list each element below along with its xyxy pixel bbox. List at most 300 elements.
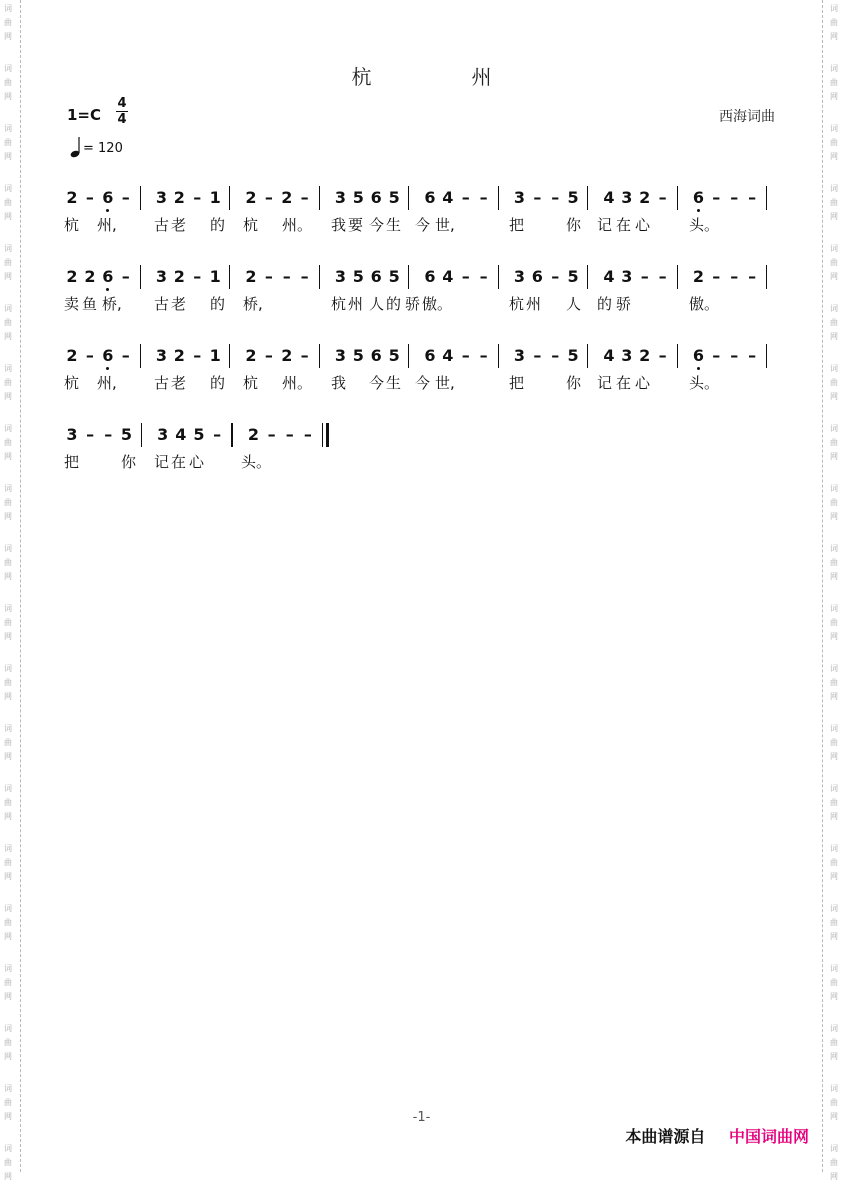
watermark-glyph: 曲 <box>4 978 12 987</box>
extension-dash: – <box>86 425 95 444</box>
note: 3 <box>513 188 525 207</box>
watermark-glyph: 网 <box>830 512 838 521</box>
extension-dash: – <box>267 425 276 444</box>
note: 5 <box>352 267 364 286</box>
watermark-glyph: 词 <box>4 4 12 13</box>
lyric-syllable: 人 <box>566 295 582 313</box>
lyric-syllable: 骄 <box>616 295 632 313</box>
extension-dash: – <box>712 346 721 365</box>
watermark-glyph: 网 <box>830 752 838 761</box>
lyric-syllable: 我 <box>331 216 347 234</box>
lyric-syllable: 的 <box>210 374 226 392</box>
lyric-syllable: 桥, <box>102 295 122 313</box>
lyric-syllable: 头。 <box>689 374 720 392</box>
note: 3 <box>621 188 633 207</box>
extension-dash: – <box>264 188 273 207</box>
lyric-syllable: 在 <box>171 453 187 471</box>
lyric-syllable: 把 <box>509 216 525 234</box>
watermark-glyph: 词 <box>830 364 838 373</box>
note: 2 <box>245 188 257 207</box>
note: 5 <box>352 188 364 207</box>
barline <box>766 344 767 368</box>
watermark-glyph: 网 <box>4 272 12 281</box>
watermark-glyph: 词 <box>4 304 12 313</box>
extension-dash: – <box>121 267 130 286</box>
key-signature: 1=C <box>67 106 102 124</box>
watermark-glyph: 词 <box>4 904 12 913</box>
extension-dash: – <box>479 346 488 365</box>
lyric-syllable: 杭 <box>64 374 80 392</box>
barline <box>229 265 230 289</box>
watermark-glyph: 词 <box>830 184 838 193</box>
watermark-glyph: 曲 <box>830 438 838 447</box>
barline <box>319 344 320 368</box>
extension-dash: – <box>533 346 542 365</box>
lyric-syllable: 骄 <box>405 295 421 313</box>
watermark-glyph: 网 <box>4 1112 12 1121</box>
barline <box>766 186 767 210</box>
watermark-glyph: 词 <box>4 1024 12 1033</box>
extension-dash: – <box>300 346 309 365</box>
note: 6 <box>370 346 382 365</box>
note: 3 <box>513 346 525 365</box>
lyric-syllable: 的 <box>210 216 226 234</box>
extension-dash: – <box>748 346 757 365</box>
extension-dash: – <box>658 346 667 365</box>
lyric-syllable: 我 <box>331 374 347 392</box>
right-margin-line <box>822 0 823 1172</box>
lyric-syllable: 人 <box>369 295 385 313</box>
composer-credit: 西海词曲 <box>719 109 775 125</box>
watermark-glyph: 网 <box>4 32 12 41</box>
watermark-glyph: 词 <box>4 604 12 613</box>
watermark-glyph: 词 <box>830 784 838 793</box>
note: 2 <box>66 346 78 365</box>
note: 3 <box>621 267 633 286</box>
watermark-glyph: 词 <box>4 484 12 493</box>
watermark-glyph: 网 <box>4 512 12 521</box>
extension-dash: – <box>461 188 470 207</box>
lyric-syllable: 古 <box>154 374 170 392</box>
note: 2 <box>281 346 293 365</box>
note: 6 <box>688 188 708 208</box>
watermark-glyph: 曲 <box>4 258 12 267</box>
extension-dash: – <box>300 267 309 286</box>
quarter-note-icon <box>70 136 82 158</box>
note: 2 <box>639 188 651 207</box>
watermark-glyph: 网 <box>4 812 12 821</box>
watermark-glyph: 词 <box>830 124 838 133</box>
note: 4 <box>603 267 615 286</box>
extension-dash: – <box>193 267 202 286</box>
note: 5 <box>120 425 132 444</box>
watermark-glyph: 曲 <box>4 678 12 687</box>
extension-dash: – <box>730 188 739 207</box>
extension-dash: – <box>479 267 488 286</box>
barline <box>498 186 499 210</box>
extension-dash: – <box>658 188 667 207</box>
note: 6 <box>98 346 118 366</box>
watermark-glyph: 网 <box>830 812 838 821</box>
watermark-glyph: 曲 <box>4 138 12 147</box>
watermark-glyph: 曲 <box>830 678 838 687</box>
barline <box>587 344 588 368</box>
note: 2 <box>245 267 257 286</box>
extension-dash: – <box>303 425 312 444</box>
lyric-syllable: 古 <box>154 295 170 313</box>
lyric-syllable: 杭 <box>243 216 259 234</box>
note: 3 <box>157 425 169 444</box>
watermark-glyph: 曲 <box>830 618 838 627</box>
page-title: 杭 州 <box>351 65 532 89</box>
lyric-syllable: 生 <box>386 374 402 392</box>
watermark-glyph: 词 <box>830 1084 838 1093</box>
barline <box>677 265 678 289</box>
lyric-syllable: 州, <box>97 374 117 392</box>
note: 3 <box>155 346 168 365</box>
watermark-glyph: 曲 <box>4 498 12 507</box>
extension-dash: – <box>461 346 470 365</box>
watermark-glyph: 词 <box>4 64 12 73</box>
lyric-syllable: 老 <box>171 216 187 234</box>
note: 5 <box>388 188 400 207</box>
watermark-glyph: 词 <box>4 364 12 373</box>
note: 5 <box>193 425 205 444</box>
lyric-syllable: 杭 <box>331 295 347 313</box>
lyric-syllable: 今 <box>369 216 385 234</box>
note: 1 <box>209 346 221 365</box>
lyric-syllable: 你 <box>121 453 137 471</box>
note: 6 <box>98 267 118 287</box>
barline <box>408 344 409 368</box>
watermark-glyph: 网 <box>4 392 12 401</box>
watermark-glyph: 词 <box>830 724 838 733</box>
watermark-glyph: 曲 <box>830 258 838 267</box>
lyric-syllable: 心 <box>189 453 205 471</box>
note: 3 <box>334 346 347 365</box>
watermark-glyph: 曲 <box>4 1098 12 1107</box>
watermark-glyph: 词 <box>830 244 838 253</box>
watermark-glyph: 曲 <box>4 378 12 387</box>
lyric-syllable: 的 <box>210 295 226 313</box>
watermark-glyph: 词 <box>4 184 12 193</box>
watermark-glyph: 词 <box>830 964 838 973</box>
watermark-glyph: 曲 <box>830 858 838 867</box>
lyric-syllable: 傲。 <box>422 295 453 313</box>
note: 4 <box>603 346 615 365</box>
note: 6 <box>370 188 382 207</box>
lyric-syllable: 生 <box>386 216 402 234</box>
watermark-glyph: 曲 <box>830 18 838 27</box>
watermark-glyph: 曲 <box>830 198 838 207</box>
extension-dash: – <box>712 267 721 286</box>
lower-octave-dot <box>106 288 109 291</box>
lyric-syllable: 老 <box>171 374 187 392</box>
extension-dash: – <box>748 267 757 286</box>
lyric-syllable: 今 <box>369 374 385 392</box>
barline <box>766 265 767 289</box>
lower-octave-dot <box>697 367 700 370</box>
note: 6 <box>424 267 436 286</box>
watermark-glyph: 曲 <box>830 558 838 567</box>
watermark-glyph: 词 <box>4 1144 12 1153</box>
extension-dash: – <box>479 188 488 207</box>
lyric-syllable: 杭 <box>64 216 80 234</box>
watermark-glyph: 词 <box>4 544 12 553</box>
extension-dash: – <box>658 267 667 286</box>
extension-dash: – <box>85 346 94 365</box>
note: 4 <box>442 346 454 365</box>
extension-dash: – <box>193 188 202 207</box>
watermark-glyph: 曲 <box>830 78 838 87</box>
watermark-glyph: 网 <box>4 1052 12 1061</box>
note: 5 <box>388 346 400 365</box>
note: 2 <box>66 188 78 207</box>
lyric-syllable: 傲。 <box>689 295 720 313</box>
watermark-glyph: 曲 <box>830 798 838 807</box>
watermark-glyph: 词 <box>830 424 838 433</box>
lyric-syllable: 的 <box>386 295 402 313</box>
watermark-glyph: 网 <box>4 632 12 641</box>
barline <box>140 186 141 210</box>
extension-dash: – <box>285 425 294 444</box>
watermark-glyph: 网 <box>830 692 838 701</box>
watermark-glyph: 曲 <box>830 1098 838 1107</box>
watermark-glyph: 曲 <box>830 1038 838 1047</box>
note: 2 <box>639 346 651 365</box>
watermark-glyph: 网 <box>4 692 12 701</box>
watermark-glyph: 词 <box>830 1144 838 1153</box>
barline <box>408 186 409 210</box>
note: 2 <box>66 267 78 286</box>
note: 2 <box>173 267 185 286</box>
note: 6 <box>370 267 382 286</box>
extension-dash: – <box>85 188 94 207</box>
note: 3 <box>513 267 525 286</box>
extension-dash: – <box>121 188 130 207</box>
watermark-glyph: 词 <box>4 244 12 253</box>
watermark-glyph: 网 <box>830 212 838 221</box>
watermark-glyph: 网 <box>830 452 838 461</box>
extension-dash: – <box>121 346 130 365</box>
barline <box>498 344 499 368</box>
note: 5 <box>567 188 579 207</box>
watermark-glyph: 网 <box>4 1172 12 1181</box>
watermark-glyph: 词 <box>830 1024 838 1033</box>
lower-octave-dot <box>697 209 700 212</box>
note: 1 <box>209 188 221 207</box>
note: 2 <box>173 346 185 365</box>
watermark-glyph: 词 <box>830 664 838 673</box>
extension-dash: – <box>300 188 309 207</box>
extension-dash: – <box>282 267 291 286</box>
extension-dash: – <box>640 267 649 286</box>
note: 3 <box>155 267 168 286</box>
extension-dash: – <box>748 188 757 207</box>
watermark-glyph: 网 <box>830 152 838 161</box>
watermark-glyph: 网 <box>830 572 838 581</box>
lyric-syllable: 老 <box>171 295 187 313</box>
barline <box>677 186 678 210</box>
tempo-marking: = 120 <box>83 141 123 156</box>
watermark-glyph: 曲 <box>4 558 12 567</box>
extension-dash: – <box>193 346 202 365</box>
barline <box>587 265 588 289</box>
lyric-syllable: 州 <box>526 295 542 313</box>
extension-dash: – <box>461 267 470 286</box>
watermark-glyph: 词 <box>4 424 12 433</box>
note: 2 <box>692 267 704 286</box>
watermark-glyph: 曲 <box>4 438 12 447</box>
watermark-glyph: 网 <box>830 1052 838 1061</box>
note: 5 <box>352 346 364 365</box>
watermark-glyph: 网 <box>4 452 12 461</box>
barline <box>229 186 230 210</box>
note: 5 <box>567 346 579 365</box>
watermark-glyph: 网 <box>830 392 838 401</box>
extension-dash: – <box>264 346 273 365</box>
watermark-glyph: 曲 <box>4 738 12 747</box>
note: 3 <box>66 425 78 444</box>
barline <box>319 186 320 210</box>
note: 2 <box>247 425 259 444</box>
note: 2 <box>173 188 185 207</box>
note: 3 <box>334 188 347 207</box>
note: 5 <box>388 267 400 286</box>
watermark-glyph: 网 <box>4 752 12 761</box>
lower-octave-dot <box>106 367 109 370</box>
lyric-syllable: 记 <box>154 453 170 471</box>
barline <box>587 186 588 210</box>
barline <box>677 344 678 368</box>
lyric-syllable: 头。 <box>241 453 272 471</box>
note: 2 <box>84 267 96 286</box>
watermark-glyph: 曲 <box>4 18 12 27</box>
source-text: 本曲谱源自 <box>625 1127 706 1146</box>
lyric-syllable: 杭 <box>509 295 525 313</box>
watermark-glyph: 词 <box>830 844 838 853</box>
lyric-syllable: 要 <box>348 216 364 234</box>
extension-dash: – <box>264 267 273 286</box>
extension-dash: – <box>730 346 739 365</box>
watermark-glyph: 网 <box>830 272 838 281</box>
barline <box>319 265 320 289</box>
lyric-syllable: 你 <box>566 374 582 392</box>
lower-octave-dot <box>106 209 109 212</box>
barline <box>141 423 142 447</box>
watermark-glyph: 词 <box>4 124 12 133</box>
lyric-syllable: 在 <box>616 216 632 234</box>
note: 5 <box>567 267 579 286</box>
lyric-syllable: 桥, <box>243 295 263 313</box>
watermark-glyph: 网 <box>4 152 12 161</box>
extension-dash: – <box>730 267 739 286</box>
barline <box>498 265 499 289</box>
watermark-glyph: 曲 <box>830 318 838 327</box>
note: 6 <box>98 188 118 208</box>
extension-dash: – <box>104 425 113 444</box>
note: 3 <box>334 267 347 286</box>
watermark-glyph: 词 <box>4 724 12 733</box>
lyric-syllable: 把 <box>509 374 525 392</box>
note: 4 <box>442 188 454 207</box>
note: 6 <box>531 267 543 286</box>
barline <box>140 344 141 368</box>
extension-dash: – <box>551 346 560 365</box>
extension-dash: – <box>551 188 560 207</box>
watermark-glyph: 词 <box>4 664 12 673</box>
watermark-glyph: 网 <box>830 932 838 941</box>
lyric-syllable: 的 <box>597 295 613 313</box>
watermark-glyph: 网 <box>830 1172 838 1181</box>
page-number: -1- <box>412 1110 431 1125</box>
watermark-glyph: 网 <box>4 572 12 581</box>
lyric-syllable: 头。 <box>689 216 720 234</box>
watermark-glyph: 网 <box>4 872 12 881</box>
watermark-glyph: 词 <box>830 904 838 913</box>
lyric-syllable: 州。 <box>282 374 313 392</box>
note: 3 <box>621 346 633 365</box>
watermark-glyph: 曲 <box>830 918 838 927</box>
watermark-glyph: 曲 <box>830 498 838 507</box>
extension-dash: – <box>533 188 542 207</box>
note: 6 <box>424 188 436 207</box>
watermark-glyph: 网 <box>4 92 12 101</box>
watermark-glyph: 词 <box>830 4 838 13</box>
note: 2 <box>245 346 257 365</box>
note: 6 <box>688 346 708 366</box>
note: 2 <box>281 188 293 207</box>
lyric-syllable: 州 <box>348 295 364 313</box>
watermark-glyph: 词 <box>4 844 12 853</box>
watermark-glyph: 网 <box>830 872 838 881</box>
watermark-glyph: 网 <box>4 992 12 1001</box>
watermark-glyph: 曲 <box>4 78 12 87</box>
source-credit <box>625 1124 809 1147</box>
barline <box>408 265 409 289</box>
barline <box>229 344 230 368</box>
watermark-glyph: 词 <box>4 784 12 793</box>
lyric-syllable: 你 <box>566 216 582 234</box>
extension-dash: – <box>551 267 560 286</box>
watermark-glyph: 词 <box>4 1084 12 1093</box>
watermark-glyph: 网 <box>4 932 12 941</box>
watermark-glyph: 曲 <box>4 198 12 207</box>
watermark-glyph: 词 <box>830 604 838 613</box>
lyric-syllable: 今 <box>415 216 431 234</box>
time-signature-top: 4 <box>117 96 127 111</box>
watermark-glyph: 网 <box>830 32 838 41</box>
lyric-syllable: 鱼 <box>82 295 98 313</box>
watermark-glyph: 曲 <box>4 1038 12 1047</box>
lyric-syllable: 记 <box>597 374 613 392</box>
watermark-glyph: 曲 <box>830 378 838 387</box>
watermark-glyph: 词 <box>830 484 838 493</box>
watermark-glyph: 曲 <box>4 798 12 807</box>
note: 4 <box>175 425 187 444</box>
watermark-glyph: 曲 <box>4 318 12 327</box>
lyric-syllable: 记 <box>597 216 613 234</box>
watermark-glyph: 网 <box>830 632 838 641</box>
note: 3 <box>155 188 168 207</box>
left-margin-line <box>20 0 21 1172</box>
watermark-glyph: 网 <box>830 992 838 1001</box>
watermark-glyph: 网 <box>830 92 838 101</box>
lyric-syllable: 卖 <box>64 295 80 313</box>
watermark-glyph: 词 <box>830 304 838 313</box>
lyric-syllable: 世, <box>435 374 455 392</box>
time-signature-bottom: 4 <box>117 112 127 127</box>
